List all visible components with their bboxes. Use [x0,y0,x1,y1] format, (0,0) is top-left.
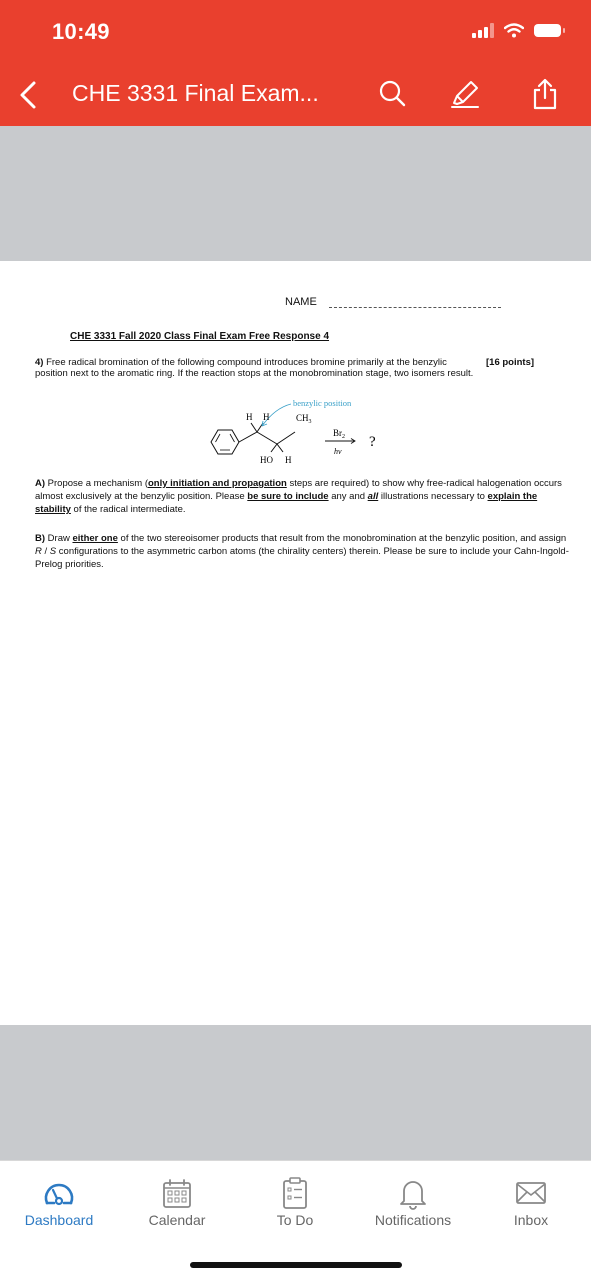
signal-icon [472,22,494,38]
tab-calendar[interactable] [118,1161,236,1241]
reagent-text [333,428,345,440]
ch3-text [296,413,312,425]
part-a-emphasis: only initiation and propagation [148,478,287,489]
part-b-label: B) [35,533,46,544]
part-b-text [35,532,575,571]
tab-notifications[interactable] [354,1161,472,1241]
h-top-left: H [246,412,253,422]
exam-heading: CHE 3331 Fall 2020 Class Final Exam Free Response 4 [70,331,330,342]
battery-icon [534,24,561,37]
ch3-sub: 3 [308,419,312,425]
home-indicator[interactable] [190,1262,402,1268]
part-a-text [35,477,575,516]
part-b-segment: configurations to the asymmetric carbon atoms (the chirality centers) therein. Please be sure to include your Cahn-Ingold-Prelog priorities. [35,546,569,570]
search-icon[interactable] [376,78,408,110]
part-a-segment: steps are required) to show why free-radical halogenation occurs almost exclusively at the benzylic position. Please [35,478,562,502]
question-text: Free radical bromination of the following compound introduces bromine primarily at the benzylic position next to the aromatic ring. If the reaction stops at the monobromination stage, two isomers result. [35,357,474,379]
status-time: 10:49 [52,19,110,44]
highlighter-icon[interactable] [449,78,481,110]
part-a-emphasis: explain the stability [35,491,538,515]
part-a-segment: illustrations necessary to [378,491,488,502]
points-label: [16 points] [486,357,535,368]
part-b-segment: Draw [47,533,73,544]
tab-label: Inbox [513,1212,549,1228]
back-arrow-icon[interactable] [14,80,44,110]
part-a-emphasis: all [367,491,379,502]
question-4-intro [35,357,477,379]
h-top-right: H [263,412,270,422]
inbox-icon [513,1175,549,1211]
page-title: CHE 3331 Final Exam... [72,80,319,106]
app-header [0,0,591,126]
product-question-mark: ? [369,434,376,450]
h-bottom: H [285,455,292,465]
name-line [329,307,501,308]
document-page[interactable] [0,261,591,1025]
share-icon[interactable] [529,78,561,110]
part-b-segment: / [41,546,50,557]
ho-label: HO [260,455,273,465]
status-icons [472,22,561,38]
tab-inbox[interactable] [472,1161,590,1241]
part-a-label: A) [35,478,46,489]
calendar-icon [159,1175,195,1211]
reagent-sub: 2 [342,434,345,440]
name-label: NAME [285,296,317,308]
ch3-main: CH [296,413,309,423]
todo-icon [277,1175,313,1211]
part-a-segment: Propose a mechanism ( [47,478,148,489]
wifi-icon [504,23,524,38]
tab-label: Notifications [374,1212,452,1228]
part-b-r: R [35,546,42,557]
condition-label: hν [334,447,342,456]
question-number: 4) [35,357,44,368]
tab-todo[interactable] [236,1161,354,1241]
tab-label: Calendar [148,1212,206,1228]
dashboard-icon [41,1175,77,1211]
part-a-segment: any and [328,491,368,502]
bell-icon [395,1175,431,1211]
tab-label: Dashboard [24,1212,94,1228]
part-b-emphasis: either one [72,533,118,544]
tab-dashboard[interactable] [0,1161,118,1241]
reagent-main: Br [333,428,342,438]
benzylic-label: benzylic position [293,398,352,408]
part-b-s: S [49,546,57,557]
nav-bar [0,74,591,118]
viewer-background-top [0,126,591,261]
viewer-background-bottom [0,1025,591,1160]
part-a-segment: of the radical intermediate. [70,504,186,515]
chemical-structure [205,394,395,469]
tab-label: To Do [276,1212,314,1228]
part-b-segment: of the two stereoisomer products that result from the monobromination at the benzylic position, and assign [117,533,567,544]
part-a-emphasis: be sure to include [247,491,329,502]
